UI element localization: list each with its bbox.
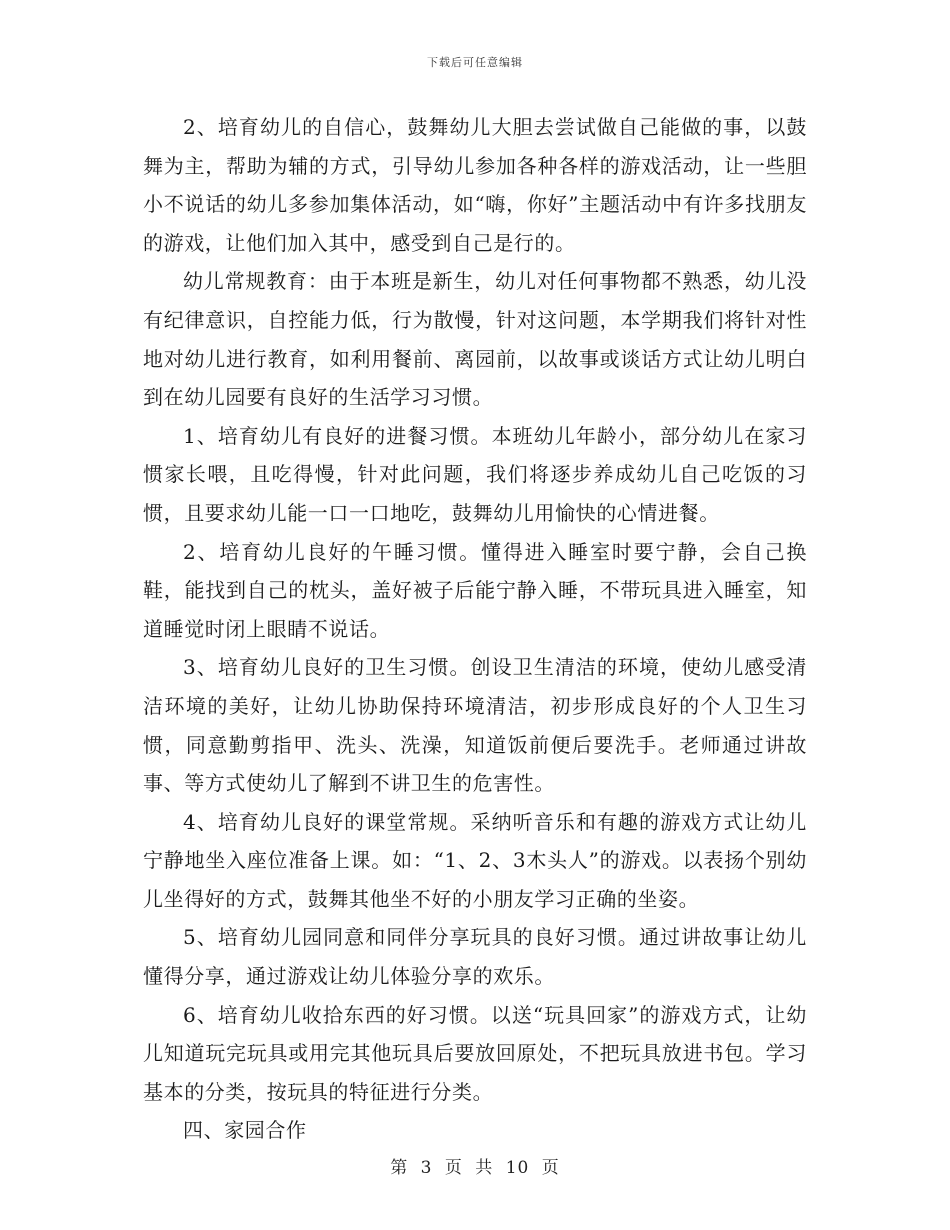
document-body	[143, 108, 807, 1150]
page-footer: 第 3 页 共 10 页	[390, 1158, 560, 1178]
paragraph-routine-education: 幼儿常规教育：由于本班是新生，幼儿对任何事物都不熟悉，幼儿没有纪律意识，自控能力低，行为散慢，针对这问题，本学期我们将针对性地对幼儿进行教育，如利用餐前、离园前，以故事或谈话方式让幼儿明白到在幼儿园要有良好的生活学习习惯。	[143, 269, 807, 410]
paragraph-self-confidence: 2、培育幼儿的自信心，鼓舞幼儿大胆去尝试做自己能做的事，以鼓舞为主，帮助为辅的方式，引导幼儿参加各种各样的游戏活动，让一些胆小不说话的幼儿多参加集体活动，如“嗨，你好”主题活动中有许多找朋友的游戏，让他们加入其中，感受到自己是行的。	[143, 115, 807, 255]
paragraph-classroom-routine: 4、培育幼儿良好的课堂常规。采纳听音乐和有趣的游戏方式让幼儿宁静地坐入座位准备上课。如：“1、2、3木头人”的游戏。以表扬个别幼儿坐得好的方式，鼓舞其他坐不好的小朋友学习正确的坐姿。	[143, 809, 807, 911]
paragraph-hygiene-habits: 3、培育幼儿良好的卫生习惯。创设卫生清洁的环境，使幼儿感受清洁环境的美好，让幼儿协助保持环境清洁，初步形成良好的个人卫生习惯，同意勤剪指甲、洗头、洗澡，知道饭前便后要洗手。老师通过讲故事、等方式使幼儿了解到不讲卫生的危害性。	[143, 655, 807, 796]
section-heading-home-school-cooperation: 四、家园合作	[183, 1118, 307, 1143]
paragraph-nap-habits: 2、培育幼儿良好的午睡习惯。懂得进入睡室时要宁静，会自己换鞋，能找到自己的枕头，盖好被子后能宁静入睡，不带玩具进入睡室，知道睡觉时闭上眼睛不说话。	[143, 539, 807, 641]
paragraph-eating-habits: 1、培育幼儿有良好的进餐习惯。本班幼儿年龄小，部分幼儿在家习惯家长喂，且吃得慢，针对此问题，我们将逐步养成幼儿自己吃饭的习惯，且要求幼儿能一口一口地吃，鼓舞幼儿用愉快的心情进餐。	[143, 423, 807, 525]
page-header: 下载后可任意编辑	[427, 56, 523, 69]
paragraph-sharing-habits: 5、培育幼儿园同意和同伴分享玩具的良好习惯。通过讲故事让幼儿懂得分享，通过游戏让幼儿体验分享的欢乐。	[143, 925, 807, 989]
paragraph-tidying-habits: 6、培育幼儿收拾东西的好习惯。以送“玩具回家”的游戏方式，让幼儿知道玩完玩具或用完其他玩具后要放回原处，不把玩具放进书包。学习基本的分类，按玩具的特征进行分类。	[143, 1002, 807, 1104]
